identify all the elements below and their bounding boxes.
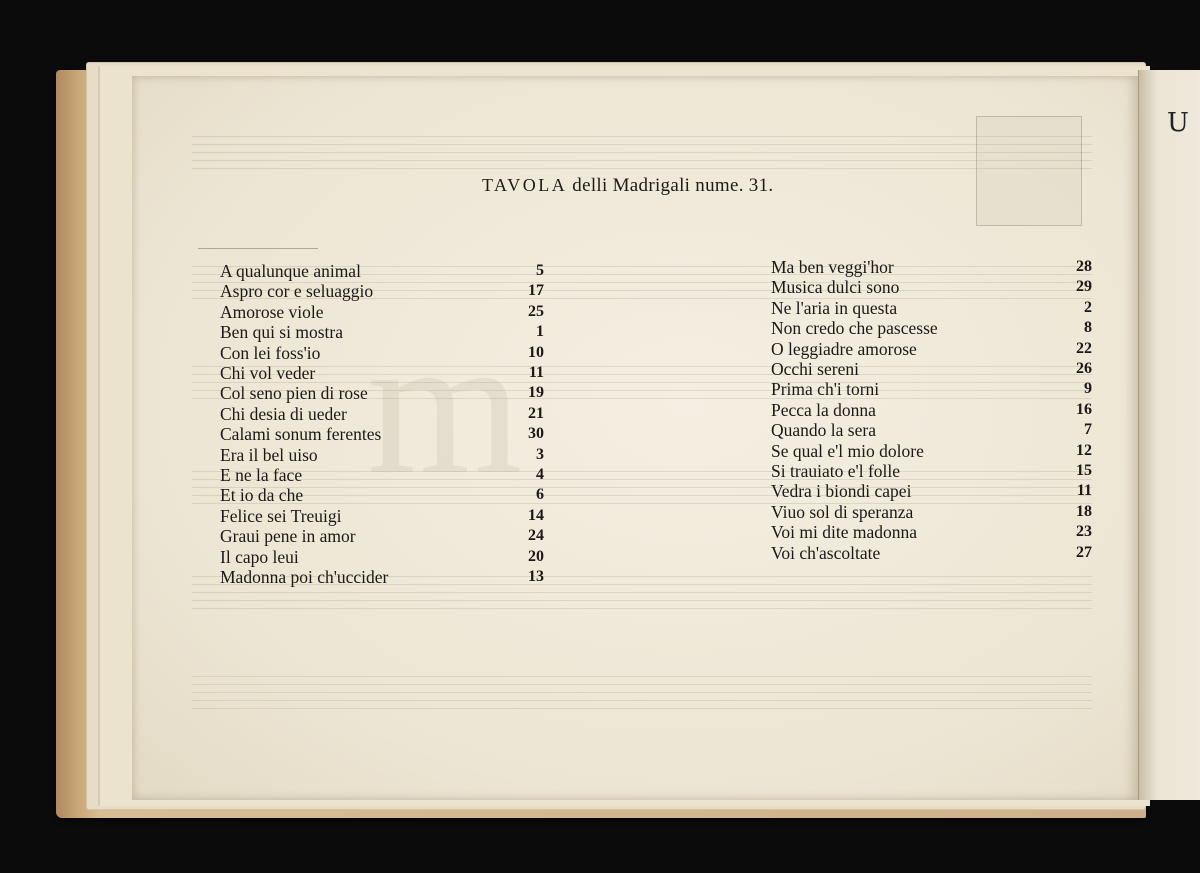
madrigal-number: 18	[1076, 502, 1092, 520]
madrigal-title: Vedra i biondi capei	[771, 481, 912, 502]
madrigal-number: 11	[1076, 482, 1092, 500]
madrigal-title: Ma ben veggi'hor	[771, 257, 894, 277]
madrigal-number: 7	[1084, 421, 1092, 439]
index-page	[132, 76, 1138, 800]
madrigal-number: 3	[536, 445, 544, 463]
madrigal-title: Occhi sereni	[771, 359, 859, 379]
madrigal-number: 10	[528, 343, 544, 361]
madrigal-number: 23	[1076, 523, 1092, 541]
facing-page-edge	[1138, 70, 1200, 800]
madrigal-number: 26	[1076, 360, 1092, 377]
page-title	[482, 175, 773, 197]
madrigal-number: 12	[1076, 441, 1092, 459]
madrigal-number: 15	[1076, 462, 1092, 479]
madrigal-number: 30	[528, 425, 544, 443]
madrigal-title: Calami sonum ferentes	[220, 424, 382, 445]
madrigal-title: Pecca la donna	[771, 399, 876, 420]
madrigal-title: Si trauiato e'l folle	[771, 461, 901, 481]
madrigal-title: Aspro cor e seluaggio	[220, 281, 374, 302]
madrigal-title: Se qual e'l mio dolore	[771, 440, 924, 461]
madrigal-number: 19	[528, 384, 544, 402]
madrigal-title: Chi vol veder	[220, 363, 316, 383]
madrigal-title: Con lei foss'io	[220, 342, 321, 363]
madrigal-number: 22	[1076, 339, 1092, 357]
madrigal-title: Graui pene in amor	[220, 526, 356, 547]
madrigal-title: A qualunque animal	[220, 261, 361, 281]
madrigal-title: Chi desia di ueder	[220, 403, 347, 424]
madrigal-number: 21	[528, 404, 544, 422]
madrigal-title: Col seno pien di rose	[220, 383, 368, 404]
madrigal-number: 6	[536, 486, 544, 504]
madrigal-number: 25	[528, 302, 544, 320]
madrigal-number: 8	[1084, 319, 1092, 337]
madrigal-title: O leggiadre amorose	[771, 338, 917, 359]
madrigal-title: Et io da che	[220, 485, 304, 506]
madrigal-number: 2	[1084, 298, 1092, 316]
facing-page-letter: U	[1167, 108, 1189, 138]
madrigal-title: Viuo sol di speranza	[771, 501, 914, 522]
madrigal-number: 16	[1076, 400, 1092, 418]
madrigal-title: Era il bel uiso	[220, 444, 318, 465]
show-through-staff	[192, 471, 1092, 505]
madrigal-title: Quando la sera	[771, 420, 876, 441]
madrigal-number: 4	[536, 466, 544, 483]
madrigal-number: 1	[536, 323, 544, 341]
madrigal-number: 11	[528, 364, 544, 381]
title-rest: delli Madrigali nume. 31.	[567, 175, 774, 196]
madrigal-number: 28	[1076, 258, 1092, 275]
title-caps: TAVOLA	[482, 175, 568, 195]
show-through-staff	[192, 676, 1092, 710]
madrigal-number: 14	[528, 506, 544, 524]
madrigal-title: Voi mi dite madonna	[771, 522, 917, 543]
show-through-initial: m	[367, 295, 523, 516]
madrigal-title: Voi ch'ascoltate	[771, 542, 881, 563]
madrigal-number: 20	[528, 547, 544, 565]
show-through-woodcut	[976, 116, 1082, 226]
madrigal-title: Felice sei Treuigi	[220, 505, 342, 526]
madrigal-number: 13	[528, 568, 544, 585]
madrigal-number: 17	[528, 282, 544, 300]
madrigal-title: Non credo che pascesse	[771, 318, 938, 339]
madrigal-title: Musica dulci sono	[771, 277, 900, 298]
madrigal-number: 5	[536, 262, 544, 279]
madrigal-title: Il capo leui	[220, 546, 299, 567]
madrigal-number: 27	[1076, 543, 1092, 561]
madrigal-title: Amorose viole	[220, 301, 324, 322]
madrigal-number: 9	[1084, 380, 1092, 398]
madrigal-title: Madonna poi ch'uccider	[220, 567, 389, 587]
madrigal-number: 24	[528, 527, 544, 545]
madrigal-title: Ne l'aria in questa	[771, 297, 898, 318]
madrigal-title: Ben qui si mostra	[220, 322, 343, 343]
divider-rule	[198, 248, 318, 249]
show-through-staff	[192, 136, 1092, 170]
madrigal-title: Prima ch'i torni	[771, 379, 880, 400]
madrigal-number: 29	[1076, 278, 1092, 296]
madrigal-title: E ne la face	[220, 465, 303, 485]
